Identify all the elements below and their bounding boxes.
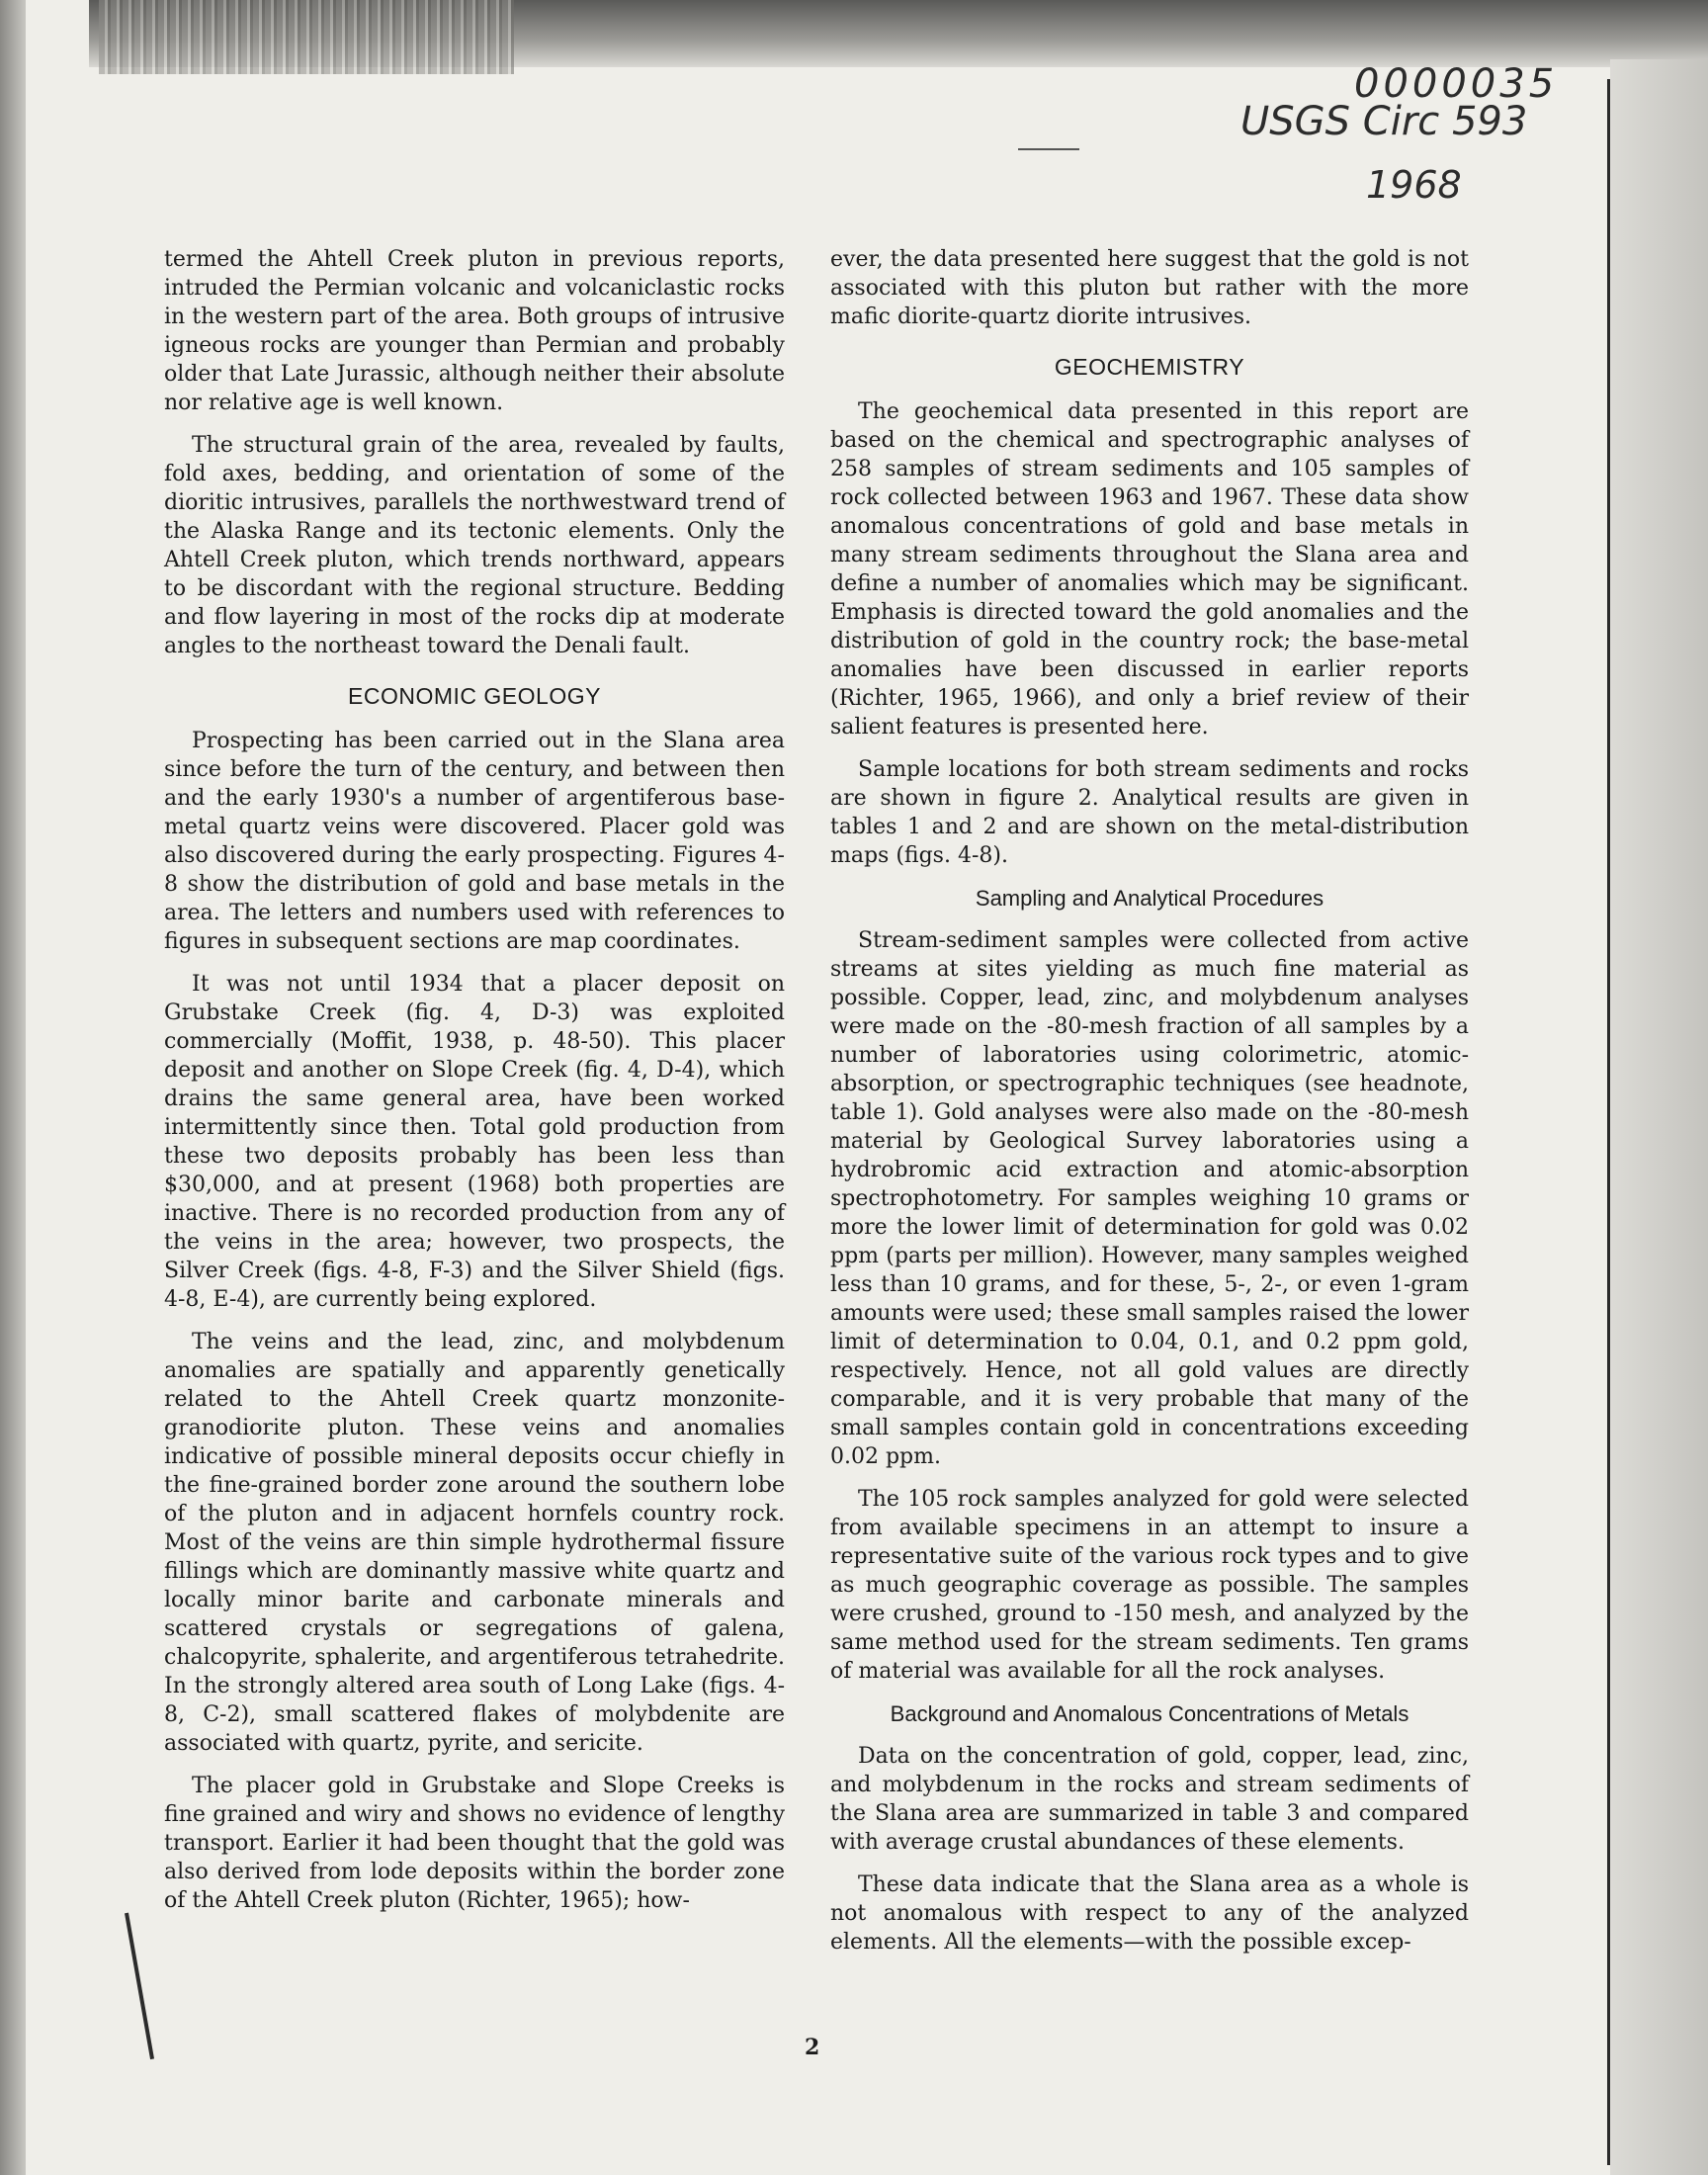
heading-background-concentrations: Background and Anomalous Concentrations of Metals <box>890 1701 1409 1726</box>
heading-geochemistry: GEOCHEMISTRY <box>1054 354 1245 380</box>
paragraph-placer-deposit: It was not until 1934 that a placer deposit on Grubstake Creek (fig. 4, D-3) was exploited commercially (Moffit, 1938, p. 48-50). This placer deposit and another on Slope Creek (fig. 4, D-4), which drains the same general area, have been worked intermittently since then. Total gold production from these two deposits probably has been less than $30,000, and at present (1968) both properties are inactive. There is no recorded production from any of the veins in the area; however, two prospects, the Silver Creek (figs. 4-8, F-3) and the Silver Shield (figs. 4-8, E-4), are currently being explored. <box>164 972 785 1312</box>
scan-right-rule <box>1607 79 1610 2165</box>
paragraph-geochemical-data: The geochemical data presented in this report are based on the chemical and spectrographic analyses of 258 samples of stream sediments and 105 samples of rock collected between 1963 and 1967. These data show anomalous concentrations of gold and base metals in many stream sediments throughout the Slana area and define a number of anomalies which may be significant. Emphasis is directed toward the gold anomalies and the distribution of gold in the country rock; the base-metal anomalies have been discussed in earlier reports (Richter, 1965, 1966), and only a brief review of their salient features is presented here. <box>830 399 1469 740</box>
heading-sampling-procedures: Sampling and Analytical Procedures <box>975 886 1324 911</box>
scan-right-margin <box>1610 59 1708 2175</box>
paragraph-continued-right: ever, the data presented here suggest that the gold is not associated with this pluton but rather with the more mafic diorite-quartz diorite intrusives. <box>830 247 1469 329</box>
paragraph-stream-sediment: Stream-sediment samples were collected from active streams at sites yielding as much fine material as possible. Copper, lead, zinc, and molybdenum analyses were made on the -80-mesh fraction of all samples by a number of laboratories using colorimetric, atomic-absorption, or spectrographic techniques (see headnote, table 1). Gold analyses were also made on the -80-mesh material by Geological Survey laboratories using a hydrobromic acid extraction and atomic-absorption spectrophotometry. For samples weighing 10 grams or more the lower limit of determination for gold was 0.02 ppm (parts per million). However, many samples weighed less than 10 grams, and for these, 5-, 2-, or even 1-gram amounts were used; these small samples raised the lower limit of determination to 0.04, 0.1, and 0.2 ppm gold, respectively. Hence, not all gold values are directly comparable, and it is very probable that many of the small samples contain gold in concentrations exceeding 0.02 ppm. <box>830 928 1469 1469</box>
handwritten-year: 1968 <box>1366 163 1462 207</box>
page-number: 2 <box>805 2035 820 2060</box>
heading-economic-geology: ECONOMIC GEOLOGY <box>348 683 601 709</box>
paragraph-veins: The veins and the lead, zinc, and molybdenum anomalies are spatially and apparently genetically related to the Ahtell Creek quartz monzonite-granodiorite pluton. These veins and anomalies indicative of possible mineral deposits occur chiefly in the fine-grained border zone around the southern lobe of the pluton and in adjacent hornfels country rock. Most of the veins are thin simple hydrothermal fissure fillings which are dominantly massive white quartz and locally minor barite and carbonate minerals and scattered crystals or segregations of galena, chalcopyrite, sphalerite, and argentiferous tetrahedrite. In the strongly altered area south of Long Lake (figs. 4-8, C-2), small scattered flakes of molybdenite are associated with quartz, pyrite, and sericite. <box>164 1330 785 1756</box>
left-column <box>164 245 785 1929</box>
paragraph-concentration-data: Data on the concentration of gold, copper, lead, zinc, and molybdenum in the rocks and stream sediments of the Slana area are summarized in table 3 and compared with average crustal abundances of these elements. <box>830 1744 1469 1855</box>
paragraph-structural-grain: The structural grain of the area, revealed by faults, fold axes, bedding, and orientation of some of the dioritic intrusives, parallels the northwestward trend of the Alaska Range and its tectonic elements. Only the Ahtell Creek pluton, which trends northward, appears to be discordant with the regional structure. Bedding and flow layering in most of the rocks dip at moderate angles to the northeast toward the Denali fault. <box>164 433 785 658</box>
scan-left-edge <box>0 0 26 2175</box>
scan-top-artifact <box>99 0 514 74</box>
pencil-dash-mark <box>1018 148 1079 150</box>
handwritten-document-id: 0000035 <box>1354 61 1559 107</box>
paragraph-continued: termed the Ahtell Creek pluton in previous reports, intruded the Permian volcanic and volcaniclastic rocks in the western part of the area. Both groups of intrusive igneous rocks are younger than Permian and probably older that Late Jurassic, although neither their absolute nor relative age is well known. <box>164 247 785 415</box>
right-column <box>830 245 1469 1970</box>
paragraph-rock-samples: The 105 rock samples analyzed for gold were selected from available specimens in an attempt to insure a representative suite of the various rock types and to give as much geographic coverage as possible. The samples were crushed, ground to -150 mesh, and analyzed by the same method used for the stream sediments. Ten grams of material was available for all the rock analyses. <box>830 1487 1469 1684</box>
pen-stroke-mark <box>125 1913 154 2059</box>
paragraph-area-anomalous: These data indicate that the Slana area as a whole is not anomalous with respect to any of the analyzed elements. All the elements—with the possible excep- <box>830 1872 1469 1955</box>
paragraph-prospecting: Prospecting has been carried out in the Slana area since before the turn of the century, and between then and the early 1930's a number of argentiferous base-metal quartz veins were discovered. Placer gold was also discovered during the early prospecting. Figures 4-8 show the distribution of gold and base metals in the area. The letters and numbers used with references to figures in subsequent sections are map coordinates. <box>164 729 785 954</box>
paragraph-sample-locations: Sample locations for both stream sediments and rocks are shown in figure 2. Analytical results are given in tables 1 and 2 and are shown on the metal-distribution maps (figs. 4-8). <box>830 757 1469 868</box>
paragraph-placer-gold: The placer gold in Grubstake and Slope Creeks is fine grained and wiry and shows no evidence of lengthy transport. Earlier it had been thought that the gold was also derived from lode deposits within the border zone of the Ahtell Creek pluton (Richter, 1965); how- <box>164 1774 785 1913</box>
handwritten-reference: USGS Circ 593 <box>1240 99 1528 144</box>
